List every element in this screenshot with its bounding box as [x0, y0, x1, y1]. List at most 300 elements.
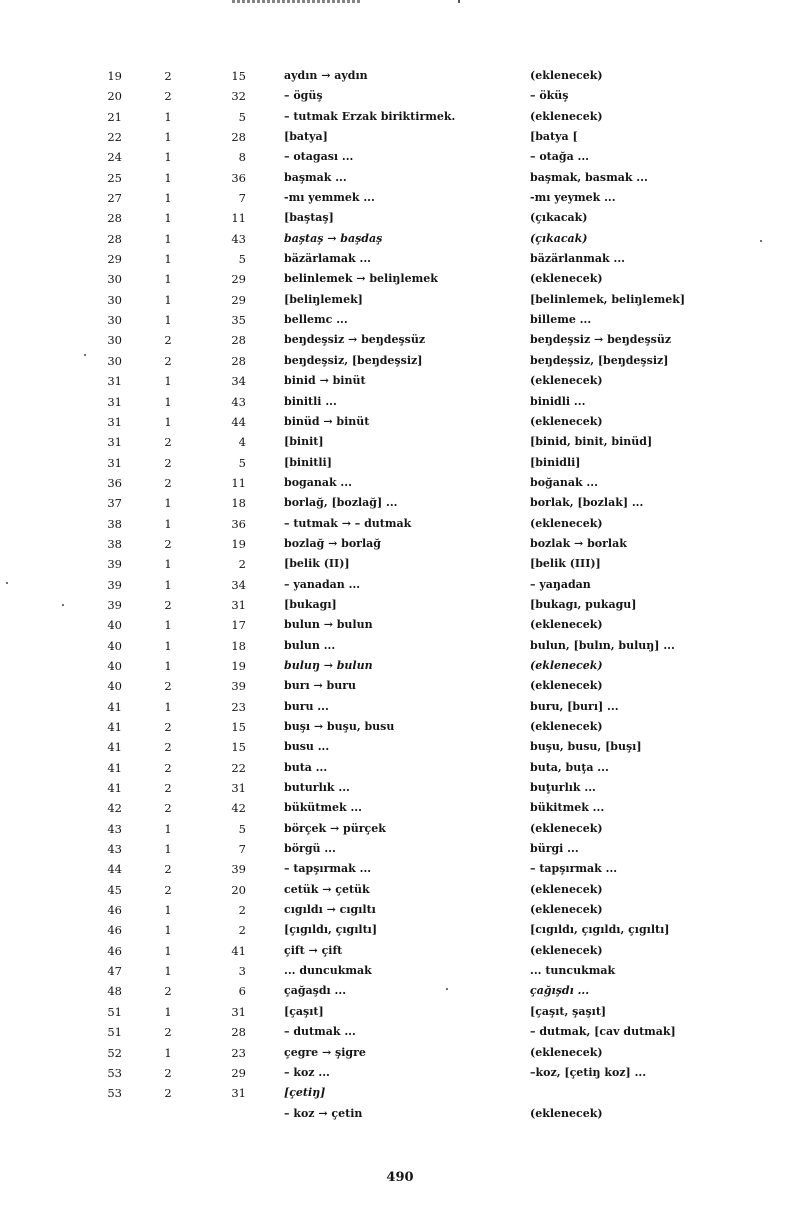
incorrect-entry: buturlık ... — [284, 781, 350, 795]
correct-entry: [çaşıt, şaşıt] — [530, 1004, 607, 1018]
line-ref: 43 — [231, 394, 246, 409]
errata-row — [0, 86, 800, 106]
errata-row — [0, 941, 800, 961]
scan-speck — [62, 604, 64, 606]
column-ref: 1 — [164, 191, 172, 206]
incorrect-entry: binitli ... — [284, 394, 337, 408]
column-ref: 2 — [164, 597, 172, 612]
correct-entry: bozlak → borlak — [530, 536, 627, 550]
line-ref: 22 — [231, 760, 246, 775]
page-ref: 38 — [107, 516, 122, 531]
incorrect-entry: boganak ... — [284, 475, 352, 489]
page-ref: 30 — [107, 313, 122, 328]
errata-row — [0, 412, 800, 432]
line-ref: 3 — [238, 964, 246, 979]
incorrect-entry: buşı → buşu, busu — [284, 720, 395, 733]
incorrect-entry: binüd → binüt — [284, 414, 370, 428]
column-ref: 1 — [164, 577, 172, 592]
line-ref: 43 — [231, 231, 246, 246]
incorrect-entry: çift → çift — [284, 943, 343, 957]
errata-row — [0, 514, 800, 534]
page-ref: 40 — [107, 658, 122, 673]
correct-entry: beŋdeşsiz → beŋdeşsüz — [530, 333, 672, 347]
correct-entry: [bukagı, pukagu] — [530, 597, 637, 611]
correct-entry: çağışdı ... — [530, 984, 590, 998]
errata-row — [0, 981, 800, 1001]
page-ref: 42 — [107, 801, 122, 816]
errata-row — [0, 249, 800, 269]
column-ref: 1 — [164, 231, 172, 246]
incorrect-entry: -mı yemmek ... — [284, 191, 375, 205]
incorrect-entry: [çıgıldı, çıgıltı] — [284, 923, 378, 937]
page-ref: 40 — [107, 618, 122, 633]
correct-entry: buru, [burı] ... — [530, 699, 619, 713]
incorrect-entry: ... duncukmak — [284, 964, 372, 978]
correct-entry: (eklenecek) — [530, 679, 603, 693]
incorrect-entry: buta ... — [284, 760, 328, 774]
column-ref: 1 — [164, 1004, 172, 1019]
column-ref: 1 — [164, 903, 172, 918]
correct-entry: (eklenecek) — [530, 69, 603, 82]
correct-entry: (eklenecek) — [530, 109, 603, 123]
incorrect-entry: bulun → bulun — [284, 618, 373, 632]
column-ref: 2 — [164, 455, 172, 470]
column-ref: 2 — [164, 760, 172, 775]
scan-speck — [84, 354, 86, 356]
correct-entry: (eklenecek) — [530, 1045, 603, 1059]
column-ref: 1 — [164, 964, 172, 979]
correct-entry: binidli ... — [530, 394, 586, 408]
incorrect-entry: – koz → çetin — [284, 1106, 363, 1120]
column-ref: 1 — [164, 313, 172, 328]
scan-speck — [6, 582, 8, 584]
incorrect-entry: belinlemek → beliŋlemek — [284, 272, 438, 286]
column-ref: 2 — [164, 1025, 172, 1040]
line-ref: 44 — [231, 414, 246, 429]
correct-entry: (eklenecek) — [530, 658, 603, 672]
line-ref: 34 — [231, 577, 246, 592]
column-ref: 1 — [164, 618, 172, 633]
column-ref: 1 — [164, 699, 172, 714]
incorrect-entry: [binit] — [284, 435, 324, 449]
line-ref: 8 — [238, 150, 246, 165]
line-ref: 15 — [231, 69, 246, 83]
errata-row — [0, 778, 800, 798]
scan-speck — [760, 240, 762, 242]
page-ref: 36 — [107, 475, 122, 490]
errata-row — [0, 208, 800, 228]
correct-entry: [cıgıldı, çıgıldı, çıgıltı] — [530, 923, 670, 937]
errata-row — [0, 453, 800, 473]
page-ref: 41 — [107, 699, 122, 714]
incorrect-entry: – tutmak → – dutmak — [284, 516, 412, 530]
correct-entry: -mı yeymek ... — [530, 191, 616, 205]
line-ref: 17 — [231, 618, 246, 633]
page-ref: 45 — [107, 882, 122, 897]
incorrect-entry: [batya] — [284, 130, 328, 144]
errata-row — [0, 798, 800, 818]
incorrect-entry: bozlağ → borlağ — [284, 536, 381, 550]
errata-row — [0, 168, 800, 188]
page-ref: 22 — [107, 130, 122, 145]
line-ref: 5 — [238, 455, 246, 470]
line-ref: 36 — [231, 170, 246, 185]
correct-entry: (eklenecek) — [530, 943, 603, 957]
page-ref: 30 — [107, 333, 122, 348]
page-ref: 46 — [107, 923, 122, 938]
page-ref: 40 — [107, 638, 122, 653]
column-ref: 2 — [164, 740, 172, 755]
page-ref: 31 — [107, 435, 122, 450]
incorrect-entry: – tapşırmak ... — [284, 862, 372, 876]
incorrect-entry: beŋdeşsiz, [beŋdeşsiz] — [284, 353, 423, 367]
page-ref: 40 — [107, 679, 122, 694]
errata-row — [0, 269, 800, 289]
errata-row — [0, 575, 800, 595]
incorrect-entry: – koz ... — [284, 1065, 330, 1079]
incorrect-entry: [beliŋlemek] — [284, 292, 363, 306]
line-ref: 28 — [231, 130, 246, 145]
column-ref: 1 — [164, 557, 172, 572]
correct-entry: bürgi ... — [530, 842, 579, 856]
errata-row — [0, 676, 800, 696]
page-ref: 28 — [107, 211, 122, 226]
correct-entry: (çıkacak) — [530, 231, 588, 245]
column-ref: 2 — [164, 536, 172, 551]
correct-entry: (eklenecek) — [530, 821, 603, 835]
page-ref: 25 — [107, 170, 122, 185]
correct-entry: – dutmak, [cav dutmak] — [530, 1025, 676, 1039]
line-ref: 41 — [231, 943, 246, 958]
errata-row — [0, 127, 800, 147]
page-ref: 31 — [107, 455, 122, 470]
page-ref: 31 — [107, 414, 122, 429]
column-ref: 2 — [164, 781, 172, 796]
page-ref: 31 — [107, 394, 122, 409]
correct-entry: – öküş — [530, 89, 569, 103]
correct-entry: –koz, [çetiŋ koz] ... — [530, 1065, 647, 1079]
errata-row — [0, 330, 800, 350]
line-ref: 28 — [231, 353, 246, 368]
correct-entry: [binid, binit, binüd] — [530, 435, 653, 449]
top-scan-mark — [232, 0, 362, 3]
column-ref: 2 — [164, 69, 172, 83]
column-ref: 2 — [164, 984, 172, 999]
page-ref: 43 — [107, 842, 122, 857]
column-ref: 1 — [164, 658, 172, 673]
errata-row — [0, 656, 800, 676]
errata-row — [0, 697, 800, 717]
line-ref: 6 — [238, 984, 246, 999]
line-ref: 2 — [238, 903, 246, 918]
incorrect-entry: [baştaş] — [284, 211, 334, 225]
correct-entry: ... tuncukmak — [530, 964, 616, 978]
incorrect-entry: – ögüş — [284, 89, 323, 103]
incorrect-entry: baştaş → başdaş — [284, 231, 383, 245]
page-ref: 43 — [107, 821, 122, 836]
page-ref: 53 — [107, 1086, 122, 1101]
errata-row — [0, 107, 800, 127]
page-ref: 52 — [107, 1045, 122, 1060]
column-ref: 1 — [164, 109, 172, 124]
errata-row — [0, 229, 800, 249]
errata-row — [0, 595, 800, 615]
correct-entry: borlak, [bozlak] ... — [530, 496, 644, 510]
line-ref: 36 — [231, 516, 246, 531]
column-ref: 2 — [164, 1065, 172, 1080]
correct-entry: bükitmek ... — [530, 801, 605, 815]
column-ref: 1 — [164, 272, 172, 287]
incorrect-entry: bellemc ... — [284, 313, 348, 327]
column-ref: 1 — [164, 496, 172, 511]
column-ref: 2 — [164, 435, 172, 450]
errata-row — [0, 880, 800, 900]
line-ref: 19 — [231, 658, 246, 673]
column-ref: 1 — [164, 943, 172, 958]
page-ref: 41 — [107, 740, 122, 755]
line-ref: 2 — [238, 923, 246, 938]
line-ref: 5 — [238, 252, 246, 267]
incorrect-entry: binid → binüt — [284, 374, 366, 388]
page-ref: 41 — [107, 781, 122, 796]
errata-row — [0, 839, 800, 859]
column-ref: 2 — [164, 475, 172, 490]
page-ref: 51 — [107, 1025, 122, 1040]
page-ref: 30 — [107, 272, 122, 287]
page-ref: 51 — [107, 1004, 122, 1019]
line-ref: 23 — [231, 1045, 246, 1060]
line-ref: 28 — [231, 1025, 246, 1040]
line-ref: 31 — [231, 781, 246, 796]
correct-entry: [batya [ — [530, 130, 578, 144]
errata-row — [0, 351, 800, 371]
correct-entry: (eklenecek) — [530, 414, 603, 428]
column-ref: 2 — [164, 89, 172, 104]
errata-row — [0, 717, 800, 737]
correct-entry: bulun, [bulın, buluŋ] ... — [530, 638, 675, 652]
correct-entry: – yaŋadan — [530, 577, 591, 591]
incorrect-entry: bükütmek ... — [284, 801, 362, 815]
page-ref: 47 — [107, 964, 122, 979]
correct-entry: – otağa ... — [530, 150, 590, 164]
line-ref: 31 — [231, 1004, 246, 1019]
errata-row — [0, 1063, 800, 1083]
line-ref: 18 — [231, 638, 246, 653]
incorrect-entry: – tutmak Erzak biriktirmek. — [284, 109, 456, 123]
incorrect-entry: çegre → şigre — [284, 1045, 366, 1059]
errata-row — [0, 615, 800, 635]
page-ref: 27 — [107, 191, 122, 206]
incorrect-entry: [belik (II)] — [284, 557, 350, 571]
incorrect-entry: – dutmak ... — [284, 1025, 356, 1039]
errata-row — [0, 859, 800, 879]
correct-entry: – tapşırmak ... — [530, 862, 618, 876]
errata-row — [0, 371, 800, 391]
incorrect-entry: busu ... — [284, 740, 330, 754]
errata-row — [0, 920, 800, 940]
correct-entry: (eklenecek) — [530, 903, 603, 917]
line-ref: 42 — [231, 801, 246, 816]
correct-entry: başmak, basmak ... — [530, 170, 648, 184]
column-ref: 1 — [164, 211, 172, 226]
incorrect-entry: cetük → çetük — [284, 882, 370, 896]
incorrect-entry: börgü ... — [284, 842, 336, 856]
errata-table — [0, 66, 800, 1124]
page-ref: 46 — [107, 903, 122, 918]
line-ref: 15 — [231, 740, 246, 755]
line-ref: 39 — [231, 862, 246, 877]
incorrect-entry: çağaşdı ... — [284, 984, 347, 998]
errata-row — [0, 66, 800, 86]
column-ref: 2 — [164, 1086, 172, 1101]
page-ref: 46 — [107, 943, 122, 958]
line-ref: 31 — [231, 1086, 246, 1101]
incorrect-entry: aydın → aydın — [284, 69, 368, 82]
column-ref: 2 — [164, 720, 172, 734]
column-ref: 2 — [164, 862, 172, 877]
errata-row — [0, 1002, 800, 1022]
column-ref: 1 — [164, 516, 172, 531]
line-ref: 18 — [231, 496, 246, 511]
correct-entry: (eklenecek) — [530, 374, 603, 388]
column-ref: 1 — [164, 150, 172, 165]
errata-row — [0, 392, 800, 412]
incorrect-entry: [bukagı] — [284, 597, 337, 611]
incorrect-entry: börçek → pürçek — [284, 821, 386, 835]
incorrect-entry: cıgıldı → cıgıltı — [284, 903, 376, 917]
column-ref: 2 — [164, 353, 172, 368]
column-ref: 1 — [164, 130, 172, 145]
page-ref: 19 — [107, 69, 122, 83]
page-ref: 39 — [107, 557, 122, 572]
incorrect-entry: [binitli] — [284, 455, 332, 469]
column-ref: 2 — [164, 801, 172, 816]
column-ref: 1 — [164, 170, 172, 185]
errata-row — [0, 1043, 800, 1063]
incorrect-entry: başmak ... — [284, 170, 347, 184]
column-ref: 1 — [164, 292, 172, 307]
errata-row — [0, 534, 800, 554]
page-ref: 20 — [107, 89, 122, 104]
column-ref: 2 — [164, 679, 172, 694]
column-ref: 1 — [164, 1045, 172, 1060]
column-ref: 2 — [164, 333, 172, 348]
correct-entry: (eklenecek) — [530, 516, 603, 530]
correct-entry: boğanak ... — [530, 475, 598, 489]
page-number: 490 — [386, 1170, 414, 1185]
errata-row — [0, 310, 800, 330]
errata-row — [0, 961, 800, 981]
line-ref: 32 — [231, 89, 246, 104]
correct-entry: bäzärlanmak ... — [530, 252, 625, 266]
page-ref: 41 — [107, 720, 122, 734]
errata-row — [0, 758, 800, 778]
incorrect-entry: [çaşıt] — [284, 1004, 324, 1018]
column-ref: 1 — [164, 414, 172, 429]
line-ref: 29 — [231, 272, 246, 287]
incorrect-entry: burı → buru — [284, 679, 357, 693]
column-ref: 1 — [164, 821, 172, 836]
page-ref: 53 — [107, 1065, 122, 1080]
line-ref: 31 — [231, 597, 246, 612]
page-ref: 21 — [107, 109, 122, 124]
correct-entry: buta, buţa ... — [530, 760, 609, 774]
correct-entry: buţurlık ... — [530, 781, 596, 795]
line-ref: 11 — [231, 475, 246, 490]
errata-row — [0, 1022, 800, 1042]
line-ref: 39 — [231, 679, 246, 694]
page-ref: 38 — [107, 536, 122, 551]
line-ref: 15 — [231, 720, 246, 734]
correct-entry: [binidli] — [530, 455, 581, 469]
incorrect-entry: buluŋ → bulun — [284, 658, 373, 672]
errata-row — [0, 900, 800, 920]
correct-entry: [belik (III)] — [530, 557, 601, 571]
errata-row — [0, 473, 800, 493]
correct-entry: (eklenecek) — [530, 1106, 603, 1120]
errata-row — [0, 432, 800, 452]
page-ref: 39 — [107, 577, 122, 592]
line-ref: 28 — [231, 333, 246, 348]
errata-row — [0, 290, 800, 310]
errata-row — [0, 1083, 800, 1103]
errata-row — [0, 554, 800, 574]
page-ref: 28 — [107, 231, 122, 246]
page-ref: 31 — [107, 374, 122, 389]
column-ref: 1 — [164, 394, 172, 409]
errata-row — [0, 493, 800, 513]
line-ref: 7 — [238, 191, 246, 206]
correct-entry: (çıkacak) — [530, 211, 588, 225]
correct-entry: (eklenecek) — [530, 720, 603, 733]
errata-row — [0, 188, 800, 208]
incorrect-entry: bäzärlamak ... — [284, 252, 372, 266]
page-ref: 39 — [107, 597, 122, 612]
line-ref: 4 — [238, 435, 246, 450]
incorrect-entry: bulun ... — [284, 638, 336, 652]
errata-row — [0, 1104, 800, 1124]
page-ref: 44 — [107, 862, 122, 877]
scan-speck — [446, 988, 448, 990]
top-scan-dot — [458, 0, 460, 3]
page-ref: 30 — [107, 292, 122, 307]
page-ref: 29 — [107, 252, 122, 267]
page-ref: 48 — [107, 984, 122, 999]
column-ref: 2 — [164, 882, 172, 897]
page-ref: 30 — [107, 353, 122, 368]
incorrect-entry: – yanadan ... — [284, 577, 361, 591]
correct-entry: (eklenecek) — [530, 882, 603, 896]
page-ref: 41 — [107, 760, 122, 775]
page-ref: 24 — [107, 150, 122, 165]
correct-entry: (eklenecek) — [530, 618, 603, 632]
page-ref: 37 — [107, 496, 122, 511]
errata-row — [0, 737, 800, 757]
correct-entry: buşu, busu, [buşı] — [530, 740, 642, 754]
line-ref: 2 — [238, 557, 246, 572]
column-ref: 1 — [164, 252, 172, 267]
correct-entry: billeme ... — [530, 313, 592, 327]
incorrect-entry: – otagası ... — [284, 150, 354, 164]
line-ref: 29 — [231, 292, 246, 307]
line-ref: 34 — [231, 374, 246, 389]
correct-entry: beŋdeşsiz, [beŋdeşsiz] — [530, 353, 669, 367]
line-ref: 35 — [231, 313, 246, 328]
incorrect-entry: [çetiŋ] — [284, 1086, 326, 1100]
incorrect-entry: borlağ, [bozlağ] ... — [284, 496, 398, 510]
incorrect-entry: beŋdeşsiz → beŋdeşsüz — [284, 333, 426, 347]
column-ref: 1 — [164, 638, 172, 653]
